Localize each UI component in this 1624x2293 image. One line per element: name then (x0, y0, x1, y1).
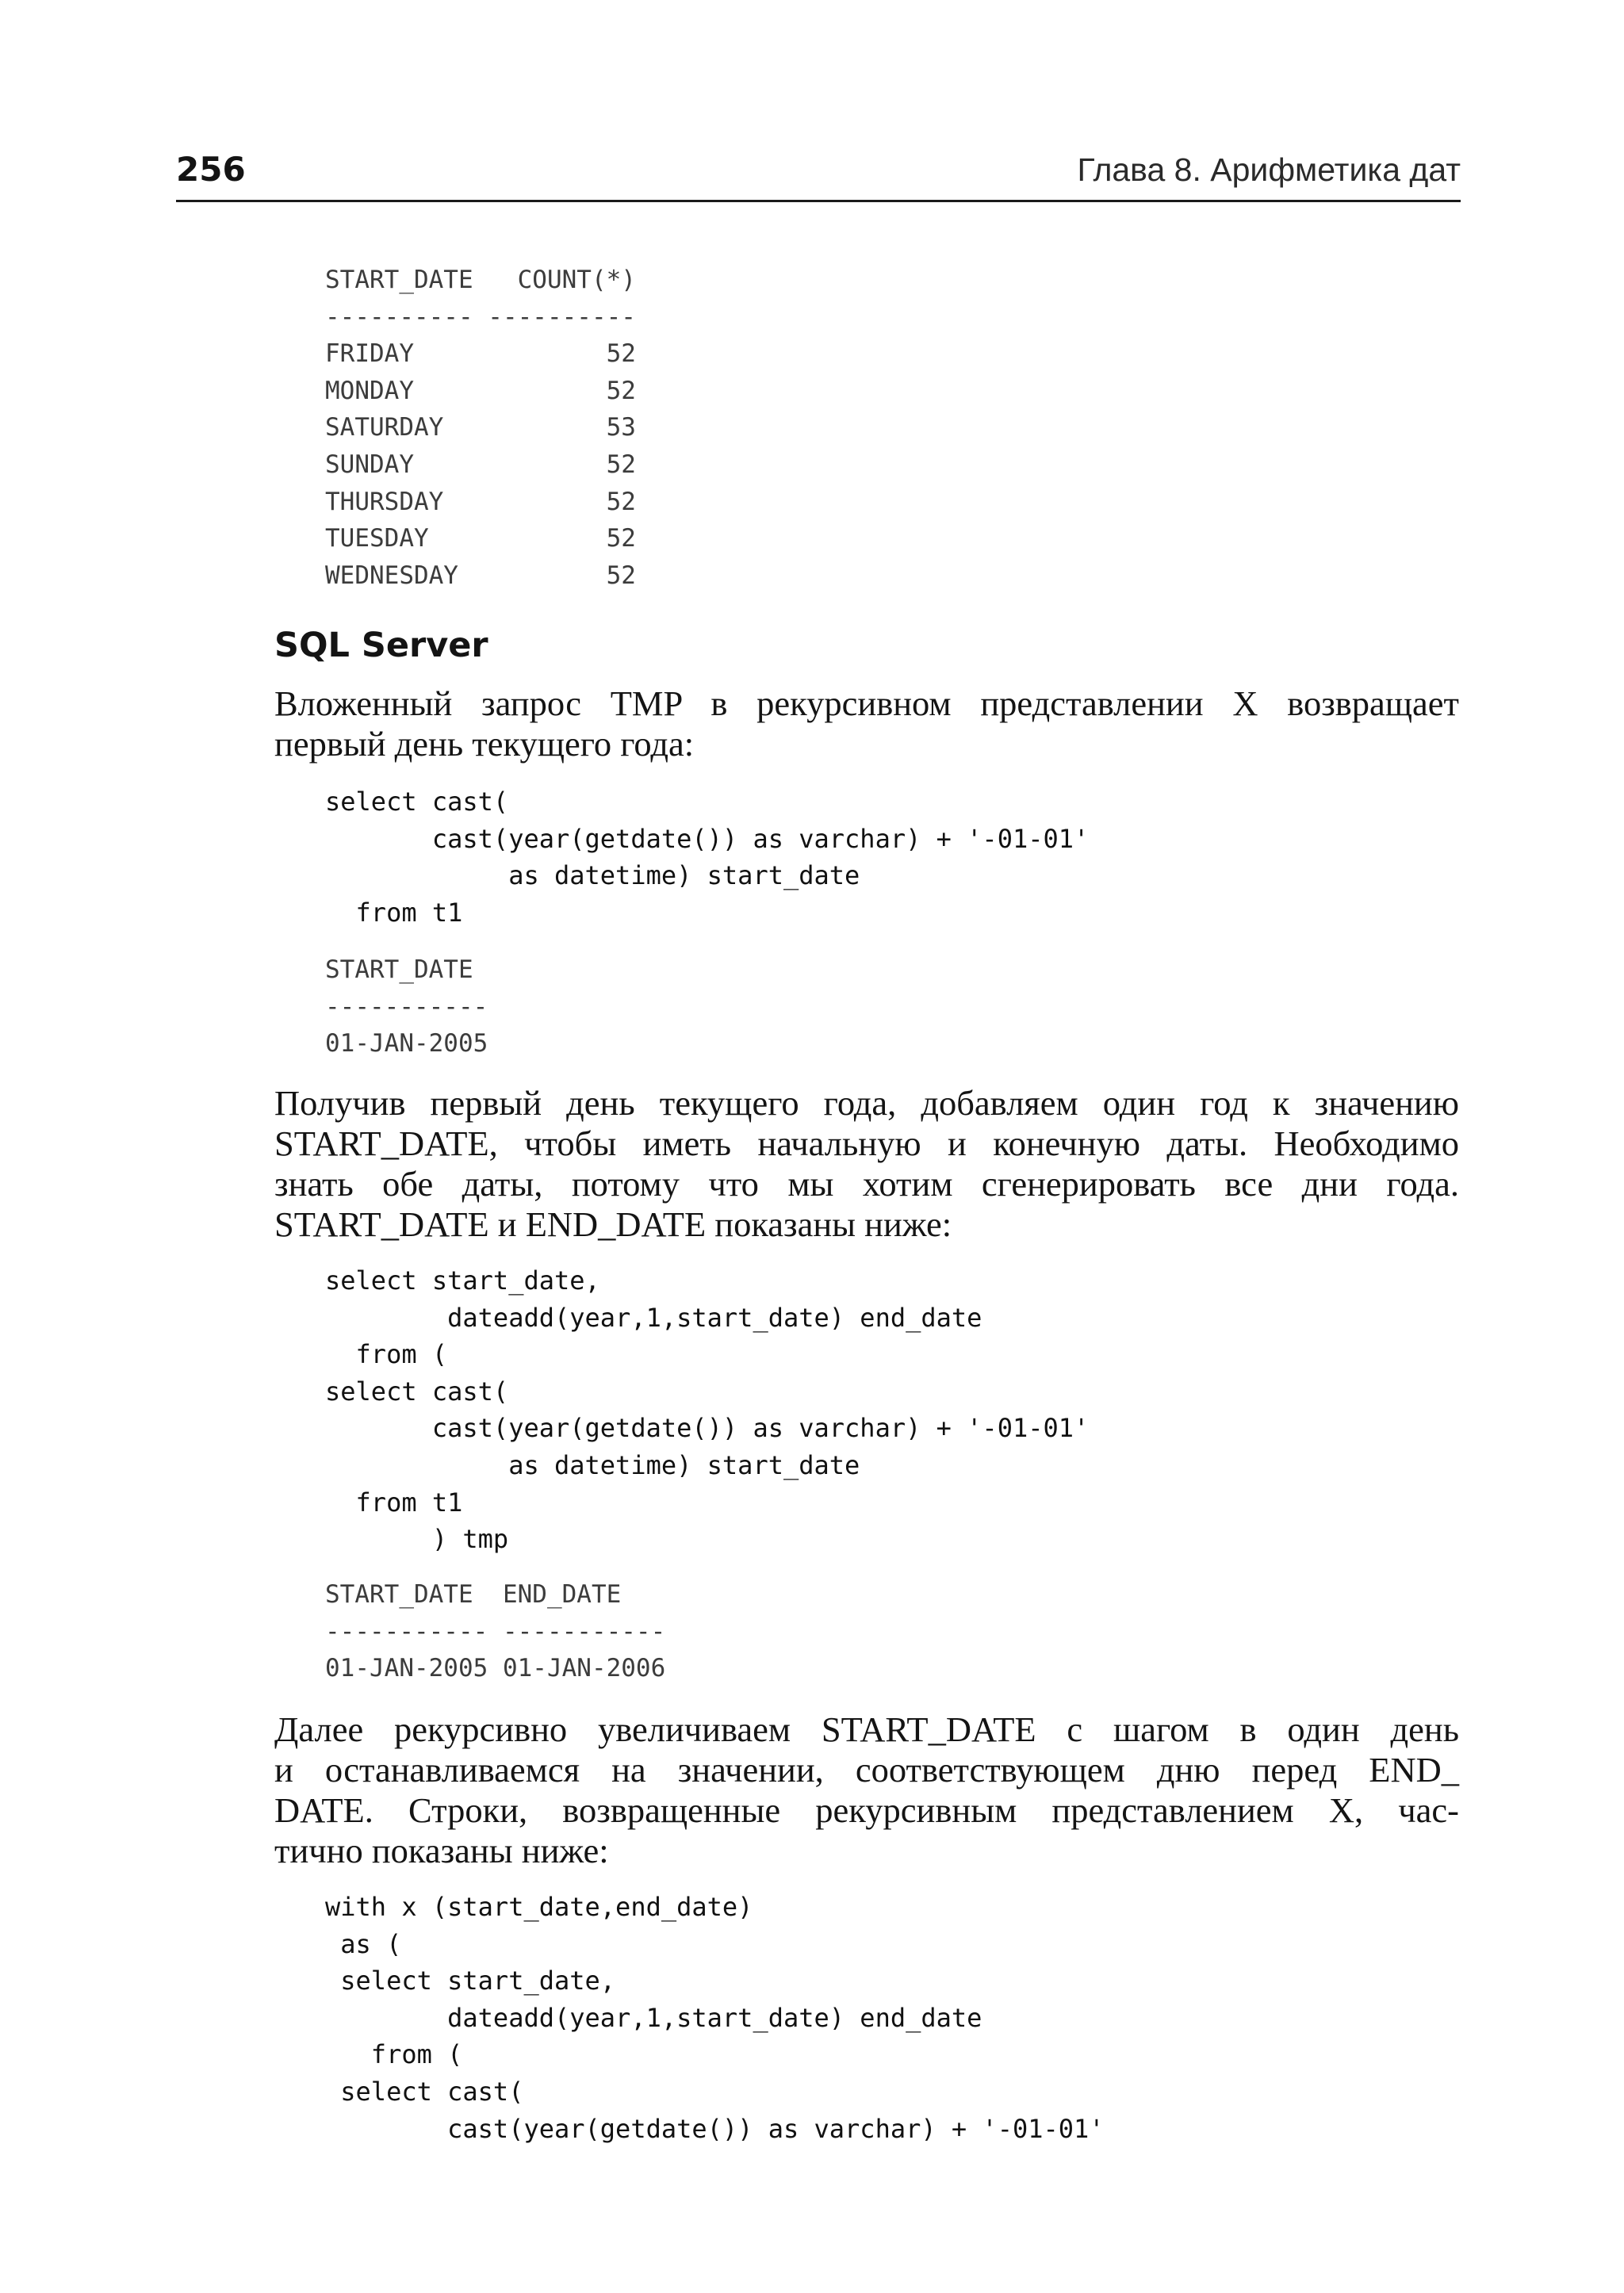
paragraph-2 (274, 1083, 1459, 1245)
paragraph-line: DATE. Строки, возвращенные рекурсивным представлением X, час- (274, 1790, 1459, 1830)
paragraph-line: Получив первый день текущего года, добавляем один год к значению (274, 1083, 1459, 1123)
code-block-3: with x (start_date,end_date) as ( select start_date, dateadd(year,1,start_date) end_date from ( select cast( cast(year(getdate()) as varchar) + '-01-01' (325, 1892, 1105, 2144)
paragraph-line: START_DATE, чтобы иметь начальную и конечную даты. Необходимо (274, 1124, 1459, 1163)
paragraph-line: START_DATE и END_DATE показаны ниже: (274, 1204, 952, 1244)
query-output-day-counts: START_DATE COUNT(*) ---------- ---------- FRIDAY 52 MONDAY 52 SATURDAY 53 SUNDAY 52 THURSDAY 52 TUESDAY 52 WEDNESDAY 52 (325, 266, 636, 590)
running-head: Глава 8. Арифметика дат (1077, 151, 1461, 188)
query-output-2: START_DATE END_DATE ----------- ----------- 01-JAN-2005 01-JAN-2006 (325, 1580, 666, 1683)
page-header (176, 147, 1461, 202)
paragraph-line: тично показаны ниже: (274, 1831, 609, 1870)
paragraph-line: и останавливаемся на значении, соответствующем дню перед END_ (274, 1750, 1459, 1790)
section-title: SQL Server (274, 626, 488, 665)
paragraph-line: Вложенный запрос TMP в рекурсивном представлении X возвращает (274, 683, 1459, 723)
query-output-1: START_DATE ----------- 01-JAN-2005 (325, 955, 488, 1058)
paragraph-line: первый день текущего года: (274, 724, 695, 764)
paragraph-line: знать обе даты, потому что мы хотим сгенерировать все дни года. (274, 1164, 1459, 1204)
paragraph-3 (274, 1709, 1459, 1871)
paragraph-1 (274, 683, 1459, 764)
paragraph-line: Далее рекурсивно увеличиваем START_DATE с шагом в один день (274, 1709, 1459, 1749)
page-number: 256 (176, 150, 246, 189)
code-block-1: select cast( cast(year(getdate()) as varchar) + '-01-01' as datetime) start_date from t1 (325, 787, 1090, 928)
code-block-2: select start_date, dateadd(year,1,start_date) end_date from ( select cast( cast(year(getdate()) as varchar) + '-01-01' as datetime) start_date from t1 ) tmp (325, 1265, 1090, 1555)
